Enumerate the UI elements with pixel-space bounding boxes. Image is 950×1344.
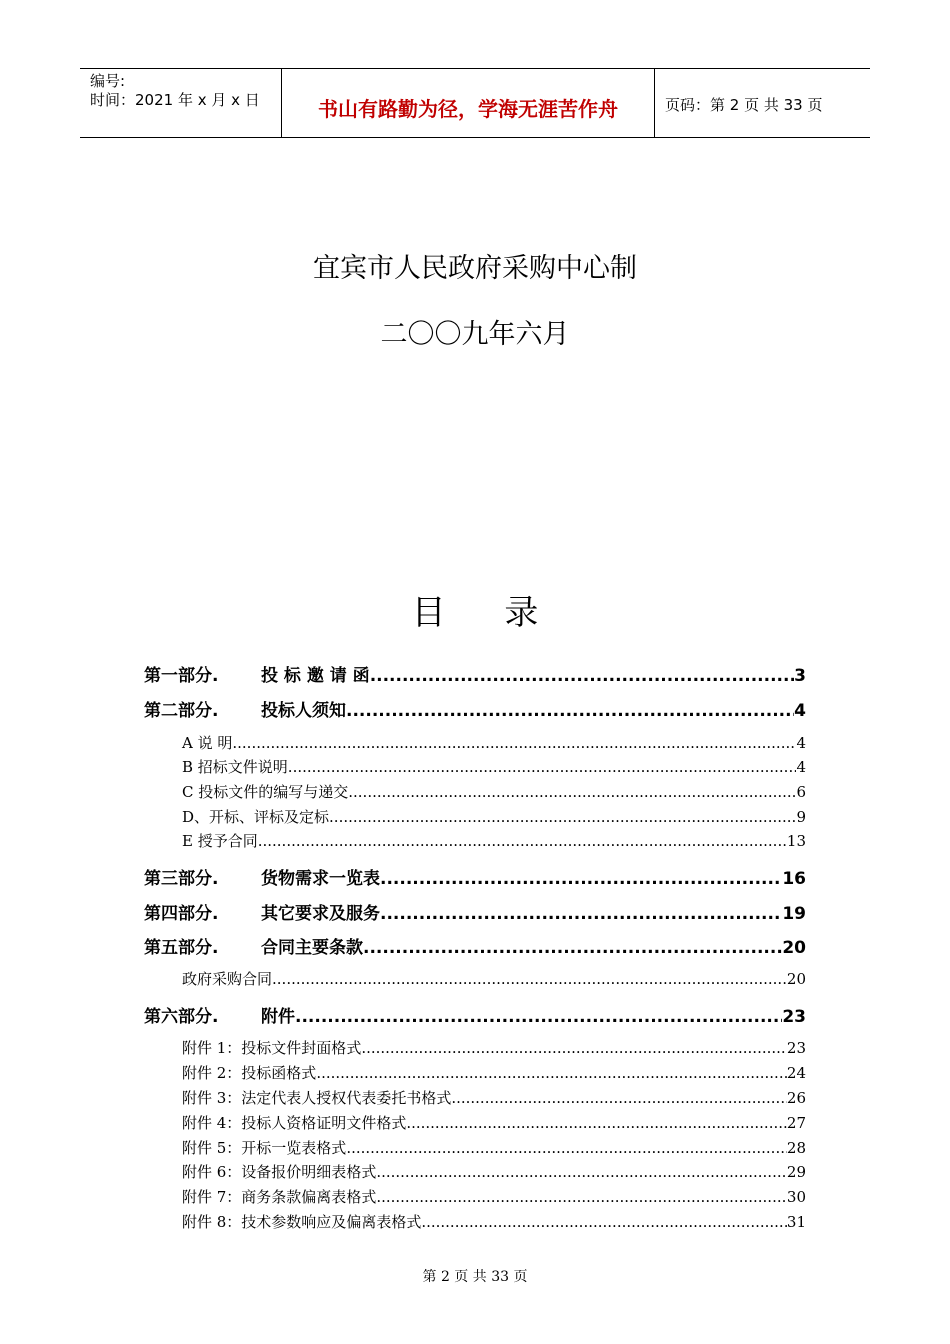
toc-entry[interactable] xyxy=(144,1002,806,1027)
toc-subentry[interactable] xyxy=(182,756,806,777)
toc-entry-title: 附件 6：设备报价明细表格式 xyxy=(182,1163,377,1181)
toc-leader-dots xyxy=(361,1039,787,1057)
toc-page-number: 20 xyxy=(782,938,806,958)
toc-entry-title: 附件 1：投标文件封面格式 xyxy=(182,1039,362,1057)
toc-leader-dots xyxy=(232,734,796,752)
toc-part-number: 第三部分. xyxy=(144,869,219,889)
toc-entry-title: B 招标文件说明 xyxy=(182,758,288,776)
toc-leader-dots xyxy=(348,783,796,801)
toc-leader-dots xyxy=(288,758,797,776)
toc-page-number: 30 xyxy=(786,1188,806,1206)
toc-page-number: 4 xyxy=(796,758,806,776)
toc-subentry[interactable] xyxy=(182,830,806,851)
header-info-cell xyxy=(80,69,282,137)
issue-date: 二〇〇九年六月 xyxy=(380,319,570,350)
toc-subentry[interactable] xyxy=(182,1186,806,1207)
toc-part-number: 第六部分. xyxy=(144,1007,219,1027)
issuer-title: 宜宾市人民政府采购中心制 xyxy=(313,253,637,284)
toc-entry-title: 附件 7：商务条款偏离表格式 xyxy=(182,1188,377,1206)
toc-page-number: 6 xyxy=(796,783,806,801)
header-page-cell xyxy=(655,69,870,137)
toc-leader-dots xyxy=(346,1139,787,1157)
document-number-label: 编号: xyxy=(90,72,126,90)
toc-subentry[interactable] xyxy=(182,1062,806,1083)
toc-entry-title: D、开标、评标及定标 xyxy=(182,808,330,826)
page-footer: 第 2 页 共 33 页 xyxy=(422,1269,528,1285)
toc-page-number: 23 xyxy=(782,1007,806,1027)
toc-leader-dots xyxy=(316,1064,787,1082)
toc-page-number: 16 xyxy=(782,869,806,889)
toc-page-number: 27 xyxy=(786,1114,806,1132)
toc-entry-title: 附件 8：技术参数响应及偏离表格式 xyxy=(182,1213,422,1231)
toc-part-number: 第二部分. xyxy=(144,701,219,721)
toc-page-number: 4 xyxy=(794,701,806,721)
header-motto: 书山有路勤为径，学海无涯苦作舟 xyxy=(318,97,618,121)
toc-subentry[interactable] xyxy=(182,1087,806,1108)
toc-title: 目 录 xyxy=(411,593,563,633)
toc-leader-dots xyxy=(380,904,782,924)
toc-leader-dots xyxy=(380,869,782,889)
toc-subentry[interactable] xyxy=(182,968,806,989)
toc-subentry[interactable] xyxy=(182,781,806,802)
toc-subentry[interactable] xyxy=(182,1161,806,1182)
toc-leader-dots xyxy=(406,1114,787,1132)
toc-entry[interactable] xyxy=(144,696,806,721)
toc-entry-title: 政府采购合同 xyxy=(182,970,273,988)
toc-page-number: 26 xyxy=(786,1089,806,1107)
toc-page-number: 13 xyxy=(786,832,806,850)
toc-leader-dots xyxy=(376,1163,787,1181)
toc-page-number: 20 xyxy=(786,970,806,988)
toc-leader-dots xyxy=(370,666,794,686)
toc-leader-dots xyxy=(272,970,787,988)
toc-entry-title: A 说 明 xyxy=(182,734,233,752)
toc-leader-dots xyxy=(376,1188,787,1206)
toc-entry-title: 附件 2：投标函格式 xyxy=(182,1064,317,1082)
toc-subentry[interactable] xyxy=(182,1037,806,1058)
toc-leader-dots xyxy=(329,808,796,826)
toc-entry-title: 投 标 邀 请 函 xyxy=(261,666,370,686)
toc-entry-title: 合同主要条款 xyxy=(261,938,363,958)
toc-entry-title: 附件 3：法定代表人授权代表委托书格式 xyxy=(182,1089,452,1107)
page-header xyxy=(80,68,870,138)
toc-entry[interactable] xyxy=(144,661,806,686)
toc-leader-dots xyxy=(421,1213,787,1231)
toc-subentry[interactable] xyxy=(182,732,806,753)
toc-part-number: 第五部分. xyxy=(144,938,219,958)
toc-subentry[interactable] xyxy=(182,1211,806,1232)
toc-leader-dots xyxy=(295,1007,782,1027)
toc-entry-title: 附件 xyxy=(261,1007,295,1027)
toc-entry[interactable] xyxy=(144,899,806,924)
toc-page-number: 19 xyxy=(782,904,806,924)
toc-leader-dots xyxy=(451,1089,787,1107)
toc-page-number: 31 xyxy=(786,1213,806,1231)
header-page-code: 页码：第 2 页 共 33 页 xyxy=(665,96,823,114)
document-date-label: 时间：2021 年 x 月 x 日 xyxy=(90,91,260,109)
toc-page-number: 3 xyxy=(794,666,806,686)
toc-page-number: 23 xyxy=(786,1039,806,1057)
toc-page-number: 9 xyxy=(796,808,806,826)
toc-subentry[interactable] xyxy=(182,1137,806,1158)
toc-entry-title: 货物需求一览表 xyxy=(261,869,380,889)
toc-part-number: 第一部分. xyxy=(144,666,219,686)
toc-leader-dots xyxy=(363,938,782,958)
header-motto-cell xyxy=(282,69,655,137)
toc-entry-title: E 授予合同 xyxy=(182,832,258,850)
toc-page-number: 4 xyxy=(796,734,806,752)
toc-subentry[interactable] xyxy=(182,806,806,827)
toc-page-number: 29 xyxy=(786,1163,806,1181)
toc-entry-title: 附件 4：投标人资格证明文件格式 xyxy=(182,1114,407,1132)
toc-entry[interactable] xyxy=(144,864,806,889)
toc-page-number: 28 xyxy=(786,1139,806,1157)
toc-entry[interactable] xyxy=(144,933,806,958)
toc-leader-dots xyxy=(346,701,794,721)
toc-entry-title: C 投标文件的编写与递交 xyxy=(182,783,349,801)
toc-page-number: 24 xyxy=(786,1064,806,1082)
toc-entry-title: 其它要求及服务 xyxy=(261,904,380,924)
toc-part-number: 第四部分. xyxy=(144,904,219,924)
toc-entry-title: 投标人须知 xyxy=(261,701,346,721)
toc-leader-dots xyxy=(258,832,787,850)
toc-entry-title: 附件 5：开标一览表格式 xyxy=(182,1139,347,1157)
toc-subentry[interactable] xyxy=(182,1112,806,1133)
